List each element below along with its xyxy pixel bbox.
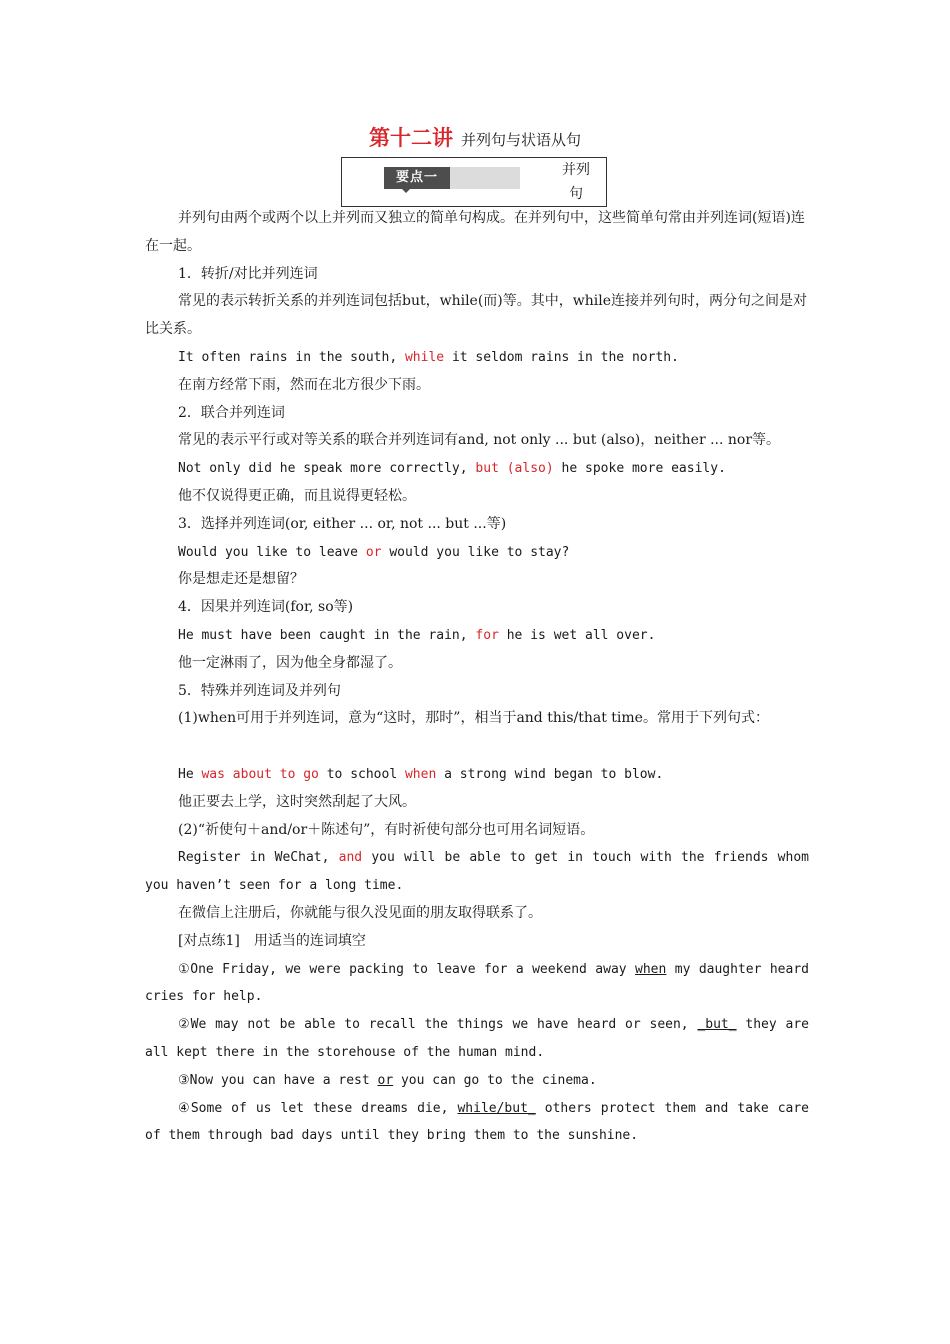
highlighted-conjunction: for <box>475 627 499 643</box>
highlighted-conjunction: while <box>404 349 445 365</box>
example-translation: 在微信上注册后，你就能与很久没见面的朋友取得联系了。 <box>178 904 542 921</box>
intro-paragraph: 并列句由两个或两个以上并列而又独立的简单句构成。在并列句中，这些简单句常由并列连词(短语)连在一起。 <box>145 210 805 254</box>
answer-blank: _but_ <box>697 1017 737 1033</box>
tag-bar <box>384 167 520 189</box>
tag-badge: 要点一 <box>384 167 450 189</box>
answer-blank: or <box>377 1072 394 1088</box>
practice-item: ④Some of us let these dreams die, while/but_ others protect them and take care of them through bad days until they bring them to the sunshine. <box>145 1100 810 1144</box>
highlighted-conjunction: or <box>365 544 382 560</box>
lecture-topic: 并列句与状语从句 <box>460 131 581 149</box>
answer-blank: while/but_ <box>457 1100 536 1116</box>
example-sentence: Would you like to leave or would you like to stay? <box>178 544 570 560</box>
tag-pointer-icon <box>402 189 410 193</box>
example-translation: 你是想走还是想留？ <box>178 571 304 588</box>
practice-item: ①One Friday, we were packing to leave for a weekend away when my daughter heard cries for help. <box>145 961 809 1005</box>
highlighted-conjunction: when <box>404 766 437 782</box>
practice-heading: [对点练1] 用适当的连词填空 <box>178 932 366 949</box>
answer-blank: when <box>635 961 667 977</box>
section-heading: 5．特殊并列连词及并列句 <box>178 682 341 699</box>
document-body <box>145 205 809 1150</box>
example-translation: 在南方经常下雨，然而在北方很少下雨。 <box>178 376 430 393</box>
section-heading: 3．选择并列连词(or, either ... or, not ... but ...等) <box>178 515 507 532</box>
tag-label: 并列句 <box>562 162 590 202</box>
section-description: (1)when可用于并列连词，意为“这时，那时”，相当于and this/that time。常用于下列句式： <box>178 710 769 727</box>
example-sentence: Not only did he speak more correctly, but (also) he spoke more easily. <box>178 461 726 477</box>
example-translation: 他正要去上学，这时突然刮起了大风。 <box>178 793 416 810</box>
section-tag <box>341 157 607 207</box>
highlighted-conjunction: but (also) <box>475 461 554 477</box>
section-description: 常见的表示平行或对等关系的联合并列连词有and, not only ... but (also)，neither ... nor等。 <box>178 432 781 449</box>
example-sentence: Register in WeChat, and you will be able to get in touch with the friends whom you haven’t seen for a long time. <box>145 850 809 894</box>
blank-line <box>145 733 809 761</box>
example-sentence: He was about to go to school when a strong wind began to blow. <box>178 766 664 782</box>
section-heading: 1．转折/对比并列连词 <box>178 265 318 282</box>
section-description: 常见的表示转折关系的并列连词包括but，while(而)等。其中，while连接并列句时，两分句之间是对比关系。 <box>145 293 808 338</box>
section-heading: 2．联合并列连词 <box>178 404 285 421</box>
example-sentence: It often rains in the south, while it seldom rains in the north. <box>178 349 679 365</box>
page-title <box>0 123 950 155</box>
example-translation: 他一定淋雨了，因为他全身都湿了。 <box>178 654 402 671</box>
section-description: (2)“祈使句＋and/or＋陈述句”，有时祈使句部分也可用名词短语。 <box>178 821 595 838</box>
highlighted-phrase: was about to go <box>201 766 319 782</box>
practice-item: ②We may not be able to recall the things we have heard or seen, _but_ they are all kept there in the storehouse of the human mind. <box>145 1017 809 1060</box>
example-sentence: He must have been caught in the rain, for he is wet all over. <box>178 627 656 643</box>
highlighted-conjunction: and <box>338 850 363 866</box>
example-translation: 他不仅说得更正确，而且说得更轻松。 <box>178 487 416 504</box>
section-heading: 4．因果并列连词(for, so等) <box>178 599 354 616</box>
lecture-number: 第十二讲 <box>368 125 453 150</box>
practice-item: ③Now you can have a rest or you can go to the cinema. <box>178 1072 597 1088</box>
